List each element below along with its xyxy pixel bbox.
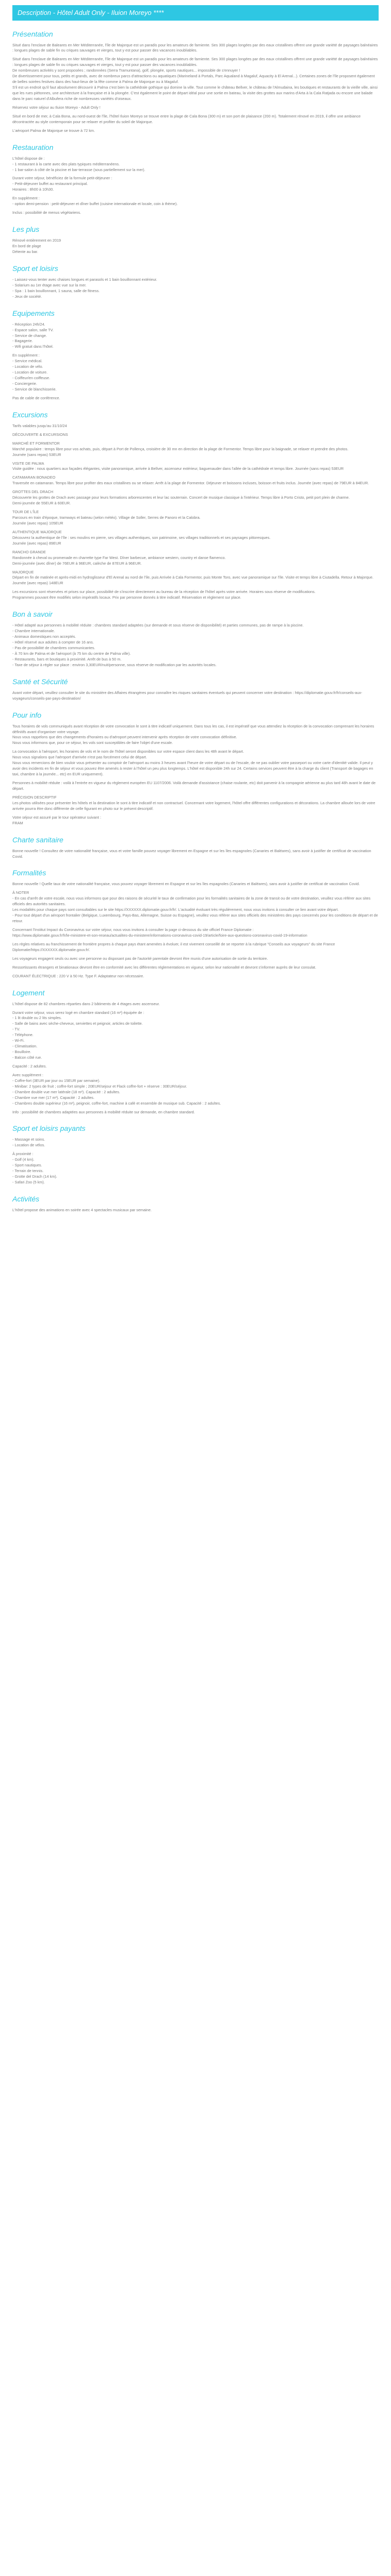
text-line: - Chambre vue mer (17 m²). Capacité : 2 adultes. bbox=[12, 1095, 94, 1100]
section-paragraph bbox=[12, 570, 379, 587]
text-line: - Location de vélo. bbox=[12, 364, 43, 369]
text-line: Journée (avec repas) 148EUR bbox=[12, 581, 63, 586]
text-line: - Solarium au 1er étage avec vue sur la mer. bbox=[12, 282, 87, 287]
text-line: Situé dans l'enclave de Baleares en Mer Méditerranée, l'île de Majorque est un paradis pour les amateurs de farniente. Ses 300 plages longées par des eaux cristallines offrent une grande variété de paysages balnéaires : longues plages de sable fin ou criques sauvages et vierges, tout y est pour passer des vacances inoubliables. bbox=[12, 42, 378, 53]
text-line: - Hôtel réservé aux adultes à compter de 16 ans. bbox=[12, 640, 94, 645]
section-paragraph bbox=[12, 965, 379, 971]
text-line: - 1 restaurant à la carte avec des plats typiques méditerranéens. bbox=[12, 161, 120, 166]
text-line: Demi-journée (avec dîner) de 76EUR à 96EUR, calèche de 87EUR à 96EUR. bbox=[12, 561, 142, 566]
section-heading: Logement bbox=[12, 988, 45, 997]
text-line: À NOTER bbox=[12, 890, 29, 895]
text-line: - Chambre internationale. bbox=[12, 629, 55, 634]
text-line: Tarifs valables jusqu'au 31/10/24 bbox=[12, 423, 67, 428]
text-line: - À 70 km de Palma et de l'aéroport (à 75 km du centre de Palma ville). bbox=[12, 651, 131, 656]
text-line: Durant votre séjour, bénéficiez de la formule petit-déjeuner : bbox=[12, 176, 112, 181]
text-line: Les excursions sont réservées et prises sur place, possibilité de s'inscrire directement au bureau de la réception de l'hôtel après votre arrivée. Horaires sous réserve de modifications. bbox=[12, 589, 316, 595]
text-line: Détente au bar. bbox=[12, 249, 38, 254]
text-line: - Conciergerie. bbox=[12, 381, 37, 386]
section-paragraph bbox=[12, 210, 379, 216]
section-paragraph bbox=[12, 489, 379, 506]
text-line: Les voyageurs engagent seuls ou avec une personne ou disposant pas de l'autorité parentale devront être munis d'une autorisation de sortie du territoire. bbox=[12, 956, 268, 961]
text-line: GROTTES DEL DRACH bbox=[12, 489, 54, 495]
text-line: - Climatisation. bbox=[12, 1044, 38, 1049]
section-paragraph bbox=[12, 114, 379, 125]
section-paragraph bbox=[12, 1208, 379, 1213]
section-paragraph bbox=[12, 942, 379, 953]
section-paragraph bbox=[12, 105, 379, 111]
text-line: - En cas d'arrêt de votre escale, nous vous informons que pour des raisons de sécurité le taux de confirmation pour les formalités sanitaires de la zone de transit ou de votre destination, veuillez vous référer aux sites officiels des autorités sanitaires. bbox=[12, 896, 371, 907]
text-line: - Chambre double vue mer latérale (18 m²). Capacité : 2 adultes. bbox=[12, 1089, 120, 1094]
text-line: - Service médical. bbox=[12, 359, 42, 364]
text-line: - Pour tout départ d'un aéroport frontalier (Belgique, Luxembourg, Pays-Bas, Allemagne, Suisse ou Espagne), veuillez vous référer aux sites officiels des ministères des pays concernés pour les conditions de départ et de retour. bbox=[12, 913, 378, 924]
section-heading: Sport et loisirs bbox=[12, 264, 58, 273]
text-line: - Wifi gratuit dans l'hôtel. bbox=[12, 344, 54, 349]
section-heading: Santé et Sécurité bbox=[12, 677, 68, 686]
text-line: Durant votre séjour, vous serez logé en chambre standard (16 m²) équipée de : bbox=[12, 1010, 144, 1015]
text-line: - Espace salon, salle TV. bbox=[12, 327, 54, 332]
text-line: Journée (sans repas) 53EUR bbox=[12, 452, 61, 457]
text-line: Les règles relatives au franchissement de frontière propres à chaque pays étant amenées à évoluer, il est vivement conseillé de se reporter à la rubrique "Conseils aux voyageurs" du site France Diplomatie/https://XXXXXX.diplomatie.gouv.fr/. bbox=[12, 941, 335, 952]
section-paragraph bbox=[12, 510, 379, 527]
content bbox=[12, 29, 379, 1213]
text-line: VISITE DE PALMA bbox=[12, 461, 44, 466]
section-paragraph bbox=[12, 43, 379, 54]
text-line: - Hôtel adapté aux personnes à mobilité réduite : chambres standard adaptées (sur demande et sous réserve de disponibilité) et parties communes, pas de rampe à la piscine. bbox=[12, 623, 304, 628]
text-line: S'il est un endroit qu'il faut absolument découvrir à Palma c'est bien la cathédrale gothique qui domine la ville. Tout comme le château Bellver, le château de l'Almudaina, les boutiques et restaurants de la vieille ville, ainsi que les rues piétonnes, une architecture à la française et à la plongée. C'est également le point de départ idéal pour une sortie en bateau, la visite des grottes aux marins d'Arta à la Cala Ratjada ou encore une balade dans le parc naturel d'Albufera riche de nombreuses variétés d'oiseaux. bbox=[12, 85, 378, 101]
text-line: En bord de plage bbox=[12, 244, 41, 248]
section-paragraph bbox=[12, 781, 379, 792]
text-line: - Wi-Fi. bbox=[12, 1038, 25, 1043]
text-line: - Balcon côté rue. bbox=[12, 1055, 42, 1060]
section-paragraph bbox=[12, 475, 379, 486]
text-line: - Golf (4 km). bbox=[12, 1157, 35, 1162]
text-line: DÉCOUVERTE & EXCURSIONS bbox=[12, 432, 68, 437]
text-line: Marché populaire : temps libre pour vos achats, puis, départ à Port de Pollença, croisière de 30 mn en direction de la plage de Formentor. Temps libre pour la baignade, se relaxer et prendre des photos. bbox=[12, 446, 349, 451]
text-line: AUTHENTIQUE MAJORQUE bbox=[12, 529, 62, 534]
text-line: - Salle de bains avec sèche-cheveux, serviettes et peignoir, articles de toilette. bbox=[12, 1021, 143, 1026]
text-line: À proximité : bbox=[12, 1151, 34, 1157]
text-line: PRÉCISION DESCRIPTIF bbox=[12, 794, 57, 800]
section-paragraph bbox=[12, 353, 379, 393]
section-paragraph bbox=[12, 882, 379, 887]
text-line: - Location de voiture. bbox=[12, 370, 48, 375]
text-line: - Petit-déjeuner buffet au restaurant principal. bbox=[12, 181, 88, 187]
section-paragraph bbox=[12, 690, 379, 702]
text-line: Pas de cable de conférence. bbox=[12, 395, 60, 400]
text-line: Tous horaires de vols communiqués avant réception de votre convocation le sont à titre indicatif uniquement. Dans tous les cas, il est impératif que vous attendiez la réception de la convocation comprenant les horaires définitifs avant d'organiser votre voyage. bbox=[12, 723, 374, 734]
page-title: Description - Hôtel Adult Only - Iluion Moreyo **** bbox=[12, 5, 379, 21]
text-line: Avant votre départ, veuillez consulter le site du ministère des Affaires étrangères pour connaître les risques sanitaires éventuels qui peuvent concerner votre destination : https://diplomatie.gouv.fr/fr/conseils-aux-voyageurs/conseils-par-pays-destination/ bbox=[12, 690, 363, 701]
text-line: - Spa : 1 bain bouillonnant, 1 sauna, salle de fitness. bbox=[12, 288, 100, 293]
text-line: - Location de vélos. bbox=[12, 1143, 45, 1148]
section-paragraph bbox=[12, 1002, 379, 1007]
section-paragraph bbox=[12, 57, 379, 102]
section-paragraph bbox=[12, 974, 379, 979]
text-line: - Coffre-fort (3EUR par jour ou 15EUR par semaine). bbox=[12, 1078, 101, 1083]
text-line: - Pas de possibilité de chambres communicantes. bbox=[12, 645, 95, 650]
text-line: - Grotte del Drach (14 km). bbox=[12, 1174, 57, 1179]
section-heading: Formalités bbox=[12, 869, 46, 877]
section-heading: Equipements bbox=[12, 309, 55, 317]
text-line: Ressortissants étrangers et binationaux devront être en conformité avec les différentes réglementations en vigueur, selon leur nationalité et devront s'informer auprès de leur consulat. bbox=[12, 964, 316, 970]
text-line: Départ en fin de matinée et après-midi en hydroglisseur d'El Arenal au nord de l'île, puis Arrivée à Cala Formentor, puis Monte Toro, avec vue panoramique sur l'île. Visite et temps libre à Ciutadella. Retour à Majorque. bbox=[12, 575, 373, 580]
text-line: Votre séjour est assuré par le tour opérateur suivant : bbox=[12, 815, 101, 820]
text-line: Bonne nouvelle ! Quelle taux de votre nationalité française, vous pouvez voyager librement en Espagne et sur les îles espagnoles (Canaries et Baléares), sans avoir à justifier de certificat de vaccination Covid. bbox=[12, 882, 360, 887]
section-paragraph bbox=[12, 461, 379, 472]
text-line: Visite guidée : nous quartiers aux façades élégantes, visite panoramique, arrivée à Bellver, ascenseur extérieur, baguenauder dans l'allée de la cathédrale et temps libre. Journée (sans repas) 53EUR bbox=[12, 466, 344, 471]
text-line: FRAM bbox=[12, 820, 23, 825]
text-line: En supplément : bbox=[12, 196, 40, 201]
text-line: Réservez votre séjour au Iluion Moreyo - Adult Only ! bbox=[12, 105, 101, 110]
text-line: Nous vous remercions de bien vouloir vous présenter au comptoir de l'aéroport au moins 3 heures avant l'heure de votre départ ou de l'escale, de ne pas oublier votre passeport ou votre carte d'identité valide. Il peut y avoir des incidents en fin de séjour et vous pouvez être amenés à rester à l'hôtel un peu plus longtemps. L'hôtel est disponible 24h sur 24. Certains services peuvent être à la charge du client (Transport de bagages en taxi, chambre à la journée... etc) en EUR uniquement). bbox=[12, 760, 373, 777]
text-line: L'hôtel dispose de 82 chambres réparties dans 2 bâtiments de 4 étages avec ascenseur. bbox=[12, 1001, 160, 1006]
text-line: Concernant l'Institut Impact du Coronavirus sur votre séjour, nous vous invitons à consulter la page ci-dessous du site officiel France Diplomatie : bbox=[12, 927, 254, 932]
text-line: Horaires : 8h00 à 10h30. bbox=[12, 187, 54, 192]
text-line: TOUR DE L'ÎLE bbox=[12, 510, 39, 515]
text-line: Info : possibilité de chambres adaptées aux personnes à mobilité réduite sur demande, en chambre standard. bbox=[12, 1109, 195, 1114]
text-line: Rénové entièrement en 2019 bbox=[12, 238, 61, 243]
text-line: Inclus : possibilité de menus végétariens. bbox=[12, 210, 82, 215]
text-line: Nous vous signalons que l'aéroport d'arrivée n'est pas forcément celui de départ. bbox=[12, 755, 147, 760]
section-paragraph bbox=[12, 890, 379, 924]
section-paragraph bbox=[12, 176, 379, 193]
text-line: MAJORQUE bbox=[12, 569, 34, 574]
text-line: En supplément : bbox=[12, 353, 40, 358]
text-line: - Massage et soins. bbox=[12, 1137, 45, 1142]
section-paragraph bbox=[12, 956, 379, 962]
text-line: https://www.diplomatie.gouv.fr/fr/le-ministere-et-son-reseau/actualites-du-ministere/informations-coronavirus-covid-19/article/foire-aux-questions-coronavirus-covid-19-information bbox=[12, 933, 307, 938]
section-paragraph bbox=[12, 238, 379, 255]
section-heading: Sport et loisirs payants bbox=[12, 1124, 86, 1133]
section-paragraph bbox=[12, 1064, 379, 1070]
text-line: COURANT ÉLECTRIQUE : 220 V à 50 Hz. Type F. Adaptateur non nécessaire. bbox=[12, 973, 144, 978]
section-paragraph bbox=[12, 156, 379, 173]
section-heading: Restauration bbox=[12, 143, 54, 151]
text-line: - option demi-pension : petit-déjeuner et dîner buffet (cuisine internationale et locale, coin à thème). bbox=[12, 201, 178, 207]
section-paragraph bbox=[12, 623, 379, 668]
section-paragraph bbox=[12, 1137, 379, 1148]
text-line: - Réception 24h/24. bbox=[12, 321, 45, 327]
text-line: Journée (avec repas) 105EUR bbox=[12, 520, 63, 526]
text-line: - Bouilloire. bbox=[12, 1049, 31, 1055]
section-heading: Charte sanitaire bbox=[12, 835, 63, 844]
text-line: - TV. bbox=[12, 1027, 21, 1032]
text-line: - Téléphone. bbox=[12, 1032, 34, 1038]
text-line: Parcours en train d'époque, tramways et bateau (selon météo). Village de Soller, Serres de Panoro et la Calobra. bbox=[12, 515, 201, 520]
text-line: - Safari Zoo (5 km). bbox=[12, 1180, 45, 1184]
text-line: Journée (avec repas) 89EUR bbox=[12, 540, 61, 546]
section-heading: Pour info bbox=[12, 710, 42, 719]
text-line: L'hôtel propose des animations en soirée avec 4 spectacles musicaux par semaine. bbox=[12, 1207, 152, 1212]
section-paragraph bbox=[12, 1110, 379, 1115]
section-paragraph bbox=[12, 1073, 379, 1107]
text-line: - Bagagerie. bbox=[12, 338, 33, 344]
section-paragraph bbox=[12, 724, 379, 747]
section-paragraph bbox=[12, 927, 379, 939]
text-line: - Coiffeur/en coiffeuse. bbox=[12, 376, 51, 381]
text-line: Découvrez la authentique de l'île : ses moulins en pierre, ses villages authentiques, son patrimoine, ses villages traditionnels et ses paysages pittoresques. bbox=[12, 535, 271, 540]
section-heading: Les plus bbox=[12, 225, 40, 234]
text-line: - Service de blanchisserie. bbox=[12, 386, 57, 392]
text-line: - Restaurants, bars et boutiques à proximité. Arrêt de bus à 50 m. bbox=[12, 656, 122, 662]
text-line: Personnes à mobilité réduite : voilà à l'entrée en vigueur du règlement européen EU 1107/2006. Voilà demande d'assistance (chaise roulante, etc) doit parvenir à la compagnie aérienne au plus tard 48h avant le date de départ. bbox=[12, 781, 376, 791]
section-paragraph bbox=[12, 849, 379, 860]
text-line: - 1 bar-salon à côté de la piscine et bar-terrasse (sous partiellement sur la mer). bbox=[12, 167, 145, 172]
text-line: Avec supplément : bbox=[12, 1072, 43, 1077]
text-line: Capacité : 2 adultes. bbox=[12, 1063, 47, 1069]
section-paragraph bbox=[12, 749, 379, 777]
text-line: - Animaux domestiques non acceptés. bbox=[12, 634, 76, 639]
text-line: De nombreuses activités y sont proposées ; randonnées (Serra Tramuntana), golf, plongée, sports nautiques... impossible de s'ennuyer ! bbox=[12, 68, 240, 73]
section-paragraph bbox=[12, 196, 379, 207]
text-line: - Sport nautiques. bbox=[12, 1163, 42, 1168]
section-paragraph bbox=[12, 589, 379, 601]
text-line: - Chambres double supérieur (16 m²), peignoir, coffre-fort, machine à café et ensemble de musique sub. Capacité : 2 adultes. bbox=[12, 1100, 221, 1106]
section-paragraph bbox=[12, 423, 379, 429]
text-line: Traversée en catamaran. Temps libre pour profiter des eaux cristallines ou se relaxer. Arrêt à la plage de Formentor. Déjeuner et boissons incluses, boisson et fruits inclus. Journée (avec repas) de 79EUR à 84EUR. bbox=[12, 481, 369, 486]
text-line: Les modalités pour chaque pays sont consultables sur le site https://XXXXXX.diplomatie.gouv.fr/fr/. L'actualité évoluant très régulièrement, nous vous invitons à consulter ce lien avant votre départ. bbox=[12, 907, 339, 912]
section-paragraph bbox=[12, 432, 379, 438]
section-paragraph bbox=[12, 530, 379, 547]
section-paragraph bbox=[12, 815, 379, 826]
text-line: - Terrain de tennis. bbox=[12, 1168, 44, 1174]
section-paragraph bbox=[12, 550, 379, 567]
section-paragraph bbox=[12, 795, 379, 812]
section-heading: Activités bbox=[12, 1194, 40, 1203]
section-heading: Présentation bbox=[12, 29, 53, 38]
section-paragraph bbox=[12, 1151, 379, 1185]
description-page bbox=[0, 0, 391, 1224]
text-line: CATAMARAN BONADEO bbox=[12, 475, 56, 480]
section-paragraph bbox=[12, 1010, 379, 1061]
text-line: RANCHO GRANDE bbox=[12, 549, 46, 554]
section-heading: Excursions bbox=[12, 410, 48, 419]
text-line: Bonne nouvelle ! Consultez de votre nationalité française, vous et votre famille pouvez voyager librement en Espagne et sur les îles espagnoles (Canaries et Baléares), sans avoir à justifier de certificat de vaccination Covid. bbox=[12, 848, 371, 859]
section-paragraph bbox=[12, 277, 379, 300]
text-line: La convocation à l'aéroport, les horaires de vols et le nom de l'hôtel seront disponibles sur votre espace client dans les 48h avant le départ. bbox=[12, 749, 244, 754]
section-heading: Bon à savoir bbox=[12, 610, 53, 619]
text-line: - Jeux de société. bbox=[12, 294, 42, 299]
text-line: Programmes pouvant être modifiés selon impératifs locaux. Prix par personne donnés à titre indicatif. Réservation et règlement sur place. bbox=[12, 595, 241, 600]
text-line: - Service de change. bbox=[12, 333, 47, 338]
text-line: Situé en bord de mer, à Cala Bona, au nord-ouest de l'île, l'hôtel Iluion Moreyo se trouve entre la plage de Cala Bona (300 m) et son port de plaisance (200 m). Totalement rénové en 2019, il offre une ambiance décontractée au style contemporain pour se relaxer et profiter du soleil de Majorque. bbox=[12, 113, 361, 124]
text-line: Randonnée à cheval ou promenade en charrette type Far West. Dîner barbecue, ambiance western, country et danse flamenco. bbox=[12, 555, 226, 560]
text-line: L'hôtel dispose de : bbox=[12, 156, 45, 161]
text-line: Découverte les grottes de Drach avec passage pour leurs formations arborescentes et leur lac souterrain. Concert de musique classique à l'intérieur. Temps libre à Porto Cristo, petit port plein de charme. bbox=[12, 495, 350, 500]
text-line: - Minibar: 2 types de fruit ; coffre-fort simple ; 20EUR/sejour et Flack coffre-fort + réserve : 30EUR/séjour. bbox=[12, 1083, 187, 1089]
section-paragraph bbox=[12, 128, 379, 134]
text-line: Situé dans l'enclave de Baleares en Mer Méditerranée, l'île de Majorque est un paradis pour les amateurs de farniente. Ses 300 plages longées par des eaux cristallines offrent une grande variété de paysages balnéaires : longues plages de sable fin ou criques sauvages et vierges, tout y est pour passer des vacances inoubliables. bbox=[12, 57, 378, 67]
text-line: MARCHÉ ET FORMENTOR bbox=[12, 440, 60, 446]
text-line: L'aéroport Palma de Majorque se trouve à 72 km. bbox=[12, 128, 95, 133]
text-line: - Taxe de séjour à régler sur place : environ 3,30EUR/nuit/personne, sous réserve de modification par les autorités locales. bbox=[12, 662, 217, 667]
text-line: Les photos utilisées pour présenter les hôtels et la destination le sont à titre indicatif et non contractuel. Concernant votre logement, l'hôtel offre différentes configurations et décorations. La chambre allouée lors de votre arrivée pourra être donc différente de celle figurant en photo sur le présent descriptif. bbox=[12, 800, 376, 811]
text-line: - Laissez-vous tenter avec chaises longues et parasols et 1 bain bouillonnant extérieur. bbox=[12, 277, 157, 282]
text-line: De divertissement pour tous, petits et grands, avec de nombreux parcs d'attractions ou aquatiques (Marineland à Portals, Parc Aqualand à Magaluf, Aquacity à El Arenal...). Certaines zones de l'île proposent également de belles soirées festives dans des haut-lieux de la fête comme à Palma de Majorque ou à Magaluf. bbox=[12, 74, 375, 84]
text-line: Nous vous informons que, pour ce séjour, les vols sont susceptibles de faire l'objet d'une escale. bbox=[12, 740, 173, 745]
text-line: Demi-journée de 55EUR à 60EUR. bbox=[12, 501, 71, 506]
text-line: Nous vous rappelons que des changements d'horaires ou d'aéroport peuvent intervenir après réception de votre convocation définitive. bbox=[12, 735, 237, 740]
text-line: - 1 lit double ou 2 lits simples. bbox=[12, 1015, 62, 1021]
section-paragraph bbox=[12, 441, 379, 458]
section-paragraph bbox=[12, 396, 379, 401]
section-paragraph bbox=[12, 322, 379, 350]
